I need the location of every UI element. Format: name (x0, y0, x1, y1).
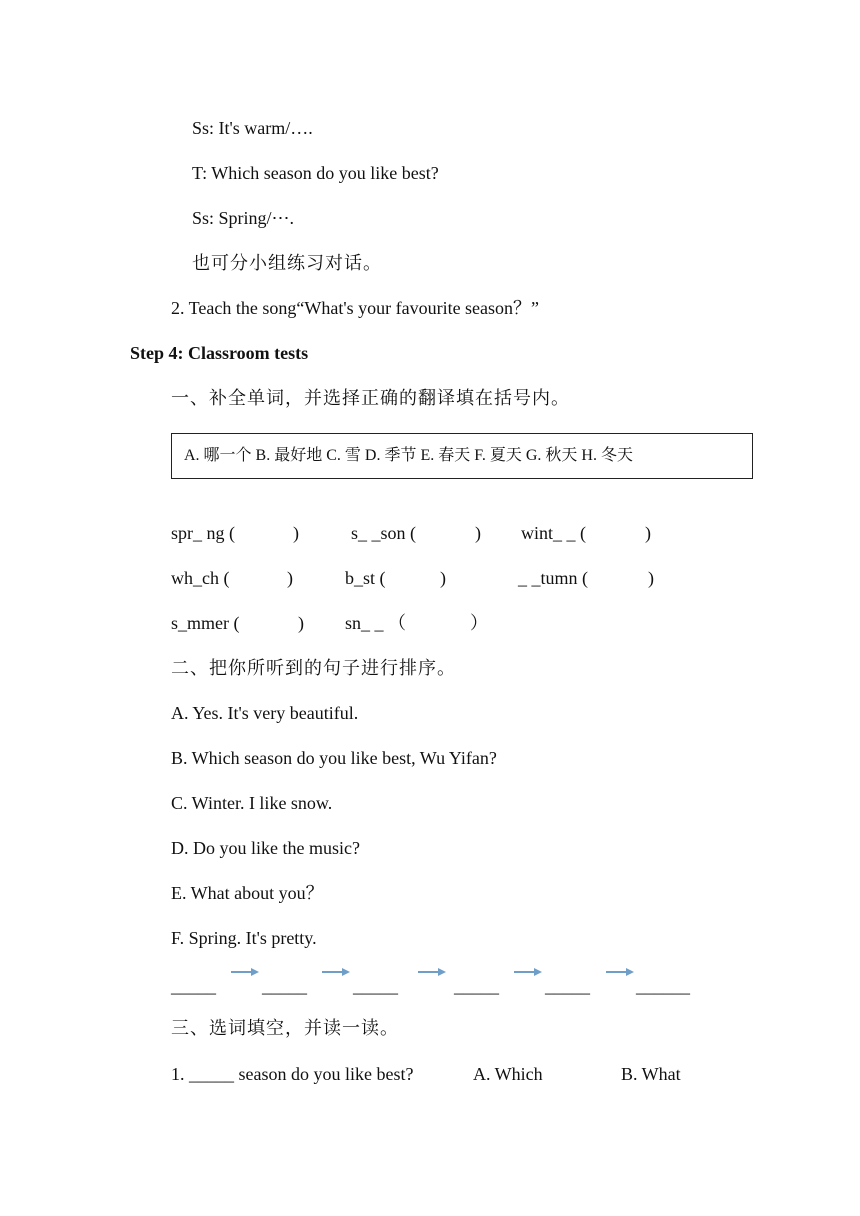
order-blank-1: _____ (171, 976, 216, 996)
teach-song-line: 2. Teach the song“What's your favourite season？” (171, 298, 540, 318)
word-item-close: ） (470, 613, 488, 633)
dialogue-teacher-line: T: Which season do you like best? (192, 163, 439, 183)
dialogue-ss-line-1: Ss: It's warm/…. (192, 118, 313, 138)
word-item: wh_ch ( (171, 568, 230, 588)
sentence-d: D. Do you like the music? (171, 838, 360, 858)
sentence-c: C. Winter. I like snow. (171, 793, 333, 813)
sentence-e: E. What about you？ (171, 883, 324, 903)
right-arrow-icon (418, 967, 446, 977)
question-1-option-a: A. Which (473, 1064, 543, 1084)
word-item: _ _tumn ( (518, 568, 588, 588)
word-item: sn_ _ （ (345, 613, 407, 633)
right-arrow-icon (606, 967, 634, 977)
part-1-instruction: 一、补全单词，并选择正确的翻译填在括号内。 (171, 388, 570, 408)
dialogue-ss-line-2: Ss: Spring/⋯. (192, 208, 295, 228)
word-item-close: ) (645, 523, 651, 543)
step-4-heading: Step 4: Classroom tests (130, 343, 309, 363)
order-blank-3: _____ (353, 976, 398, 996)
order-blank-6: ______ (636, 976, 690, 996)
question-1-option-b: B. What (621, 1064, 681, 1084)
word-item-close: ) (293, 523, 299, 543)
translation-options-box (171, 433, 753, 479)
right-arrow-icon (514, 967, 542, 977)
word-item: b_st ( (345, 568, 386, 588)
order-blank-5: _____ (545, 976, 590, 996)
word-item-close: ) (648, 568, 654, 588)
word-item: wint_ _ ( (521, 523, 586, 543)
word-item: s_ _son ( (351, 523, 417, 543)
order-blank-2: _____ (262, 976, 307, 996)
order-blank-4: _____ (454, 976, 499, 996)
part-2-instruction: 二、把你所听到的句子进行排序。 (171, 658, 456, 678)
translation-options: A. 哪一个 B. 最好地 C. 雪 D. 季节 E. 春天 F. 夏天 G. 秋天 H. 冬天 (184, 447, 633, 464)
sentence-a: A. Yes. It's very beautiful. (171, 703, 359, 723)
sentence-b: B. Which season do you like best, Wu Yifan? (171, 748, 497, 768)
question-1: 1. _____ season do you like best? (171, 1064, 414, 1084)
word-item-close: ) (440, 568, 446, 588)
word-item-close: ) (287, 568, 293, 588)
word-item: spr_ ng ( (171, 523, 235, 543)
right-arrow-icon (322, 967, 350, 977)
part-3-instruction: 三、选词填空，并读一读。 (171, 1018, 399, 1038)
sentence-f: F. Spring. It's pretty. (171, 928, 317, 948)
group-practice-note: 也可分小组练习对话。 (192, 253, 382, 273)
word-item-close: ) (475, 523, 481, 543)
right-arrow-icon (231, 967, 259, 977)
word-item: s_mmer ( (171, 613, 240, 633)
word-item-close: ) (298, 613, 304, 633)
